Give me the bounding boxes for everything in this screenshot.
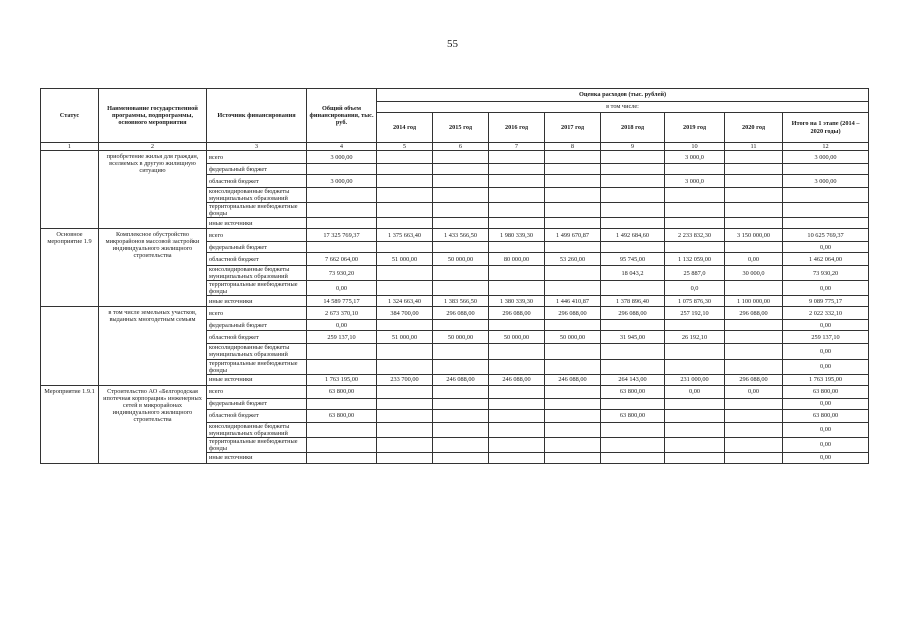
cell-year-value xyxy=(377,218,433,229)
table-row xyxy=(41,307,869,320)
cell-year-value: 384 700,00 xyxy=(377,307,433,320)
cell-source: территориальные внебюджетные фонды xyxy=(207,281,307,296)
cell-year-value xyxy=(433,437,489,452)
cell-stage-total xyxy=(783,164,869,175)
cell-source: консолидированные бюджеты муниципальных образований xyxy=(207,344,307,359)
header-status: Статус xyxy=(41,89,99,143)
cell-year-value: 50 000,00 xyxy=(433,253,489,266)
cell-year-value xyxy=(489,385,545,398)
cell-year-value xyxy=(545,359,601,374)
cell-total: 73 930,20 xyxy=(307,266,377,281)
cell-year-value xyxy=(433,281,489,296)
cell-year-value xyxy=(433,398,489,409)
cell-year-value xyxy=(489,266,545,281)
row-status xyxy=(41,151,99,229)
cell-year-value: 1 324 663,40 xyxy=(377,296,433,307)
header-year: 2017 год xyxy=(545,113,601,143)
cell-year-value xyxy=(377,422,433,437)
column-number: 9 xyxy=(601,143,665,151)
cell-stage-total: 63 800,00 xyxy=(783,385,869,398)
header-program-name: Наименование государственной программы, подпрограммы, основного мероприятия xyxy=(99,89,207,143)
cell-year-value xyxy=(545,385,601,398)
cell-year-value: 26 192,10 xyxy=(665,331,725,344)
cell-year-value: 1 446 410,87 xyxy=(545,296,601,307)
column-number: 7 xyxy=(489,143,545,151)
cell-year-value xyxy=(545,320,601,331)
cell-year-value xyxy=(725,359,783,374)
cell-source: областной бюджет xyxy=(207,331,307,344)
cell-year-value xyxy=(601,151,665,164)
table-header xyxy=(41,89,869,151)
cell-year-value xyxy=(601,218,665,229)
cell-total: 7 662 064,00 xyxy=(307,253,377,266)
cell-year-value xyxy=(433,422,489,437)
cell-year-value: 80 000,00 xyxy=(489,253,545,266)
cell-year-value xyxy=(725,242,783,253)
cell-year-value xyxy=(545,218,601,229)
header-year: 2019 год xyxy=(665,113,725,143)
cell-year-value xyxy=(489,398,545,409)
column-number: 1 xyxy=(41,143,99,151)
cell-year-value: 53 260,00 xyxy=(545,253,601,266)
table-row xyxy=(41,151,869,164)
cell-year-value xyxy=(377,359,433,374)
row-program-name: Комплексное обустройство микрорайонов массовой застройки индивидуального жилищного строительства xyxy=(99,229,207,307)
cell-year-value xyxy=(665,164,725,175)
cell-year-value: 1 492 684,60 xyxy=(601,229,665,242)
cell-stage-total: 1 763 195,00 xyxy=(783,374,869,385)
cell-source: территориальные внебюджетные фонды xyxy=(207,437,307,452)
column-number: 10 xyxy=(665,143,725,151)
cell-year-value: 246 088,00 xyxy=(489,374,545,385)
cell-year-value xyxy=(601,437,665,452)
cell-year-value xyxy=(725,203,783,218)
cell-year-value xyxy=(433,203,489,218)
cell-year-value: 296 088,00 xyxy=(545,307,601,320)
cell-year-value: 30 000,0 xyxy=(725,266,783,281)
cell-year-value xyxy=(433,188,489,203)
table-row xyxy=(41,385,869,398)
cell-year-value xyxy=(601,281,665,296)
cell-year-value: 50 000,00 xyxy=(489,331,545,344)
cell-year-value: 1 375 663,40 xyxy=(377,229,433,242)
cell-total: 17 325 769,37 xyxy=(307,229,377,242)
cell-year-value xyxy=(433,359,489,374)
cell-year-value: 51 000,00 xyxy=(377,331,433,344)
cell-year-value xyxy=(545,398,601,409)
cell-year-value xyxy=(601,422,665,437)
cell-source: всего xyxy=(207,307,307,320)
cell-source: консолидированные бюджеты муниципальных образований xyxy=(207,266,307,281)
cell-year-value xyxy=(601,175,665,188)
cell-source: территориальные внебюджетные фонды xyxy=(207,203,307,218)
cell-stage-total: 0,00 xyxy=(783,452,869,463)
cell-year-value: 1 499 670,87 xyxy=(545,229,601,242)
cell-year-value: 264 143,00 xyxy=(601,374,665,385)
cell-year-value: 95 745,00 xyxy=(601,253,665,266)
column-number: 8 xyxy=(545,143,601,151)
cell-total: 63 800,00 xyxy=(307,385,377,398)
cell-year-value xyxy=(489,203,545,218)
header-year: 2015 год xyxy=(433,113,489,143)
cell-total: 3 000,00 xyxy=(307,175,377,188)
row-program-name: приобретение жилья для граждан, вселяемых в другую жилищную ситуацию xyxy=(99,151,207,229)
cell-year-value xyxy=(433,320,489,331)
cell-year-value xyxy=(489,218,545,229)
cell-year-value: 18 043,2 xyxy=(601,266,665,281)
cell-year-value xyxy=(377,344,433,359)
cell-year-value xyxy=(725,188,783,203)
header-stage-total: Итого на 1 этапе (2014 – 2020 годы) xyxy=(783,113,869,143)
cell-year-value: 31 945,00 xyxy=(601,331,665,344)
cell-year-value: 1 380 339,30 xyxy=(489,296,545,307)
header-year: 2014 год xyxy=(377,113,433,143)
cell-year-value xyxy=(377,452,433,463)
cell-stage-total xyxy=(783,203,869,218)
cell-total xyxy=(307,242,377,253)
cell-year-value xyxy=(545,188,601,203)
cell-year-value xyxy=(433,175,489,188)
cell-source: федеральный бюджет xyxy=(207,164,307,175)
cell-year-value: 0,00 xyxy=(725,385,783,398)
cell-year-value xyxy=(725,320,783,331)
cell-year-value xyxy=(545,422,601,437)
cell-year-value xyxy=(377,151,433,164)
header-source: Источник финансирования xyxy=(207,89,307,143)
row-program-name: в том числе земельных участков, выданных многодетным семьям xyxy=(99,307,207,385)
cell-total xyxy=(307,203,377,218)
cell-year-value xyxy=(377,320,433,331)
cell-source: консолидированные бюджеты муниципальных образований xyxy=(207,188,307,203)
cell-stage-total: 63 800,00 xyxy=(783,409,869,422)
cell-total xyxy=(307,344,377,359)
header-year: 2018 год xyxy=(601,113,665,143)
cell-year-value: 50 000,00 xyxy=(433,331,489,344)
row-status: Мероприятие 1.9.1 xyxy=(41,385,99,463)
cell-source: федеральный бюджет xyxy=(207,242,307,253)
column-number: 4 xyxy=(307,143,377,151)
row-status: Основное мероприятие 1.9 xyxy=(41,229,99,307)
header-year: 2016 год xyxy=(489,113,545,143)
cell-year-value: 3 150 000,00 xyxy=(725,229,783,242)
cell-year-value: 233 700,00 xyxy=(377,374,433,385)
row-program-name: Строительство АО «Белгородская ипотечная корпорация» инженерных сетей в микрорайонах индивидуального жилищного строительства xyxy=(99,385,207,463)
cell-year-value xyxy=(545,242,601,253)
cell-year-value xyxy=(489,281,545,296)
cell-stage-total: 0,00 xyxy=(783,281,869,296)
cell-year-value xyxy=(377,437,433,452)
cell-year-value xyxy=(489,437,545,452)
cell-year-value: 1 132 059,00 xyxy=(665,253,725,266)
cell-total xyxy=(307,452,377,463)
cell-stage-total: 10 625 769,37 xyxy=(783,229,869,242)
cell-year-value xyxy=(601,164,665,175)
cell-year-value xyxy=(489,359,545,374)
cell-year-value: 0,00 xyxy=(725,253,783,266)
cell-year-value xyxy=(725,344,783,359)
cell-year-value xyxy=(433,344,489,359)
cell-year-value xyxy=(377,266,433,281)
cell-year-value: 296 088,00 xyxy=(725,374,783,385)
column-number: 12 xyxy=(783,143,869,151)
cell-year-value xyxy=(545,281,601,296)
cell-year-value: 25 887,0 xyxy=(665,266,725,281)
cell-year-value xyxy=(601,320,665,331)
cell-year-value xyxy=(725,164,783,175)
cell-year-value xyxy=(433,151,489,164)
cell-year-value xyxy=(545,452,601,463)
cell-year-value xyxy=(725,331,783,344)
cell-total xyxy=(307,218,377,229)
cell-year-value xyxy=(377,385,433,398)
cell-year-value xyxy=(725,281,783,296)
cell-year-value: 3 000,0 xyxy=(665,175,725,188)
cell-stage-total: 0,00 xyxy=(783,344,869,359)
cell-total xyxy=(307,398,377,409)
cell-year-value: 0,0 xyxy=(665,281,725,296)
cell-year-value: 50 000,00 xyxy=(545,331,601,344)
cell-total xyxy=(307,359,377,374)
cell-source: консолидированные бюджеты муниципальных образований xyxy=(207,422,307,437)
cell-stage-total: 3 000,00 xyxy=(783,151,869,164)
cell-year-value: 257 192,10 xyxy=(665,307,725,320)
cell-year-value xyxy=(377,203,433,218)
cell-year-value xyxy=(545,409,601,422)
cell-year-value xyxy=(489,242,545,253)
cell-year-value xyxy=(377,398,433,409)
column-number: 2 xyxy=(99,143,207,151)
cell-total: 1 763 195,00 xyxy=(307,374,377,385)
header-including: в том числе: xyxy=(377,102,869,113)
cell-total: 259 137,10 xyxy=(307,331,377,344)
cell-year-value: 296 088,00 xyxy=(725,307,783,320)
cell-stage-total: 0,00 xyxy=(783,320,869,331)
cell-year-value xyxy=(433,242,489,253)
cell-year-value xyxy=(377,175,433,188)
cell-year-value xyxy=(545,344,601,359)
cell-total xyxy=(307,437,377,452)
cell-year-value xyxy=(665,218,725,229)
cell-year-value: 63 800,00 xyxy=(601,409,665,422)
cell-year-value: 296 088,00 xyxy=(489,307,545,320)
cell-year-value xyxy=(725,151,783,164)
header-year: 2020 год xyxy=(725,113,783,143)
cell-year-value: 2 233 832,30 xyxy=(665,229,725,242)
cell-source: всего xyxy=(207,151,307,164)
cell-year-value xyxy=(601,344,665,359)
cell-year-value xyxy=(489,188,545,203)
cell-source: федеральный бюджет xyxy=(207,398,307,409)
cell-year-value xyxy=(601,188,665,203)
budget-table xyxy=(40,88,869,464)
cell-year-value xyxy=(433,266,489,281)
cell-year-value xyxy=(489,344,545,359)
cell-year-value: 1 433 566,50 xyxy=(433,229,489,242)
cell-total: 2 673 370,10 xyxy=(307,307,377,320)
cell-year-value xyxy=(725,422,783,437)
cell-source: иные источники xyxy=(207,296,307,307)
cell-year-value xyxy=(489,452,545,463)
cell-stage-total: 2 022 332,10 xyxy=(783,307,869,320)
cell-year-value: 246 088,00 xyxy=(545,374,601,385)
cell-stage-total: 9 089 775,17 xyxy=(783,296,869,307)
cell-year-value xyxy=(433,164,489,175)
cell-stage-total xyxy=(783,188,869,203)
cell-stage-total: 0,00 xyxy=(783,437,869,452)
table-row xyxy=(41,229,869,242)
column-number: 6 xyxy=(433,143,489,151)
header-total: Общий объем финансирования, тыс. руб. xyxy=(307,89,377,143)
cell-year-value xyxy=(665,398,725,409)
cell-year-value: 1 383 566,50 xyxy=(433,296,489,307)
cell-year-value xyxy=(489,164,545,175)
cell-year-value xyxy=(665,409,725,422)
cell-year-value xyxy=(725,409,783,422)
cell-year-value xyxy=(489,422,545,437)
cell-stage-total: 1 462 064,00 xyxy=(783,253,869,266)
cell-year-value: 1 100 000,00 xyxy=(725,296,783,307)
cell-year-value xyxy=(665,422,725,437)
cell-year-value: 51 000,00 xyxy=(377,253,433,266)
cell-total: 14 589 775,17 xyxy=(307,296,377,307)
cell-source: областной бюджет xyxy=(207,253,307,266)
cell-year-value xyxy=(377,281,433,296)
cell-year-value: 1 378 896,40 xyxy=(601,296,665,307)
cell-year-value xyxy=(545,203,601,218)
cell-year-value xyxy=(665,344,725,359)
cell-year-value xyxy=(433,218,489,229)
cell-year-value: 63 800,00 xyxy=(601,385,665,398)
cell-year-value xyxy=(665,437,725,452)
cell-stage-total: 259 137,10 xyxy=(783,331,869,344)
cell-year-value xyxy=(545,266,601,281)
cell-year-value xyxy=(545,151,601,164)
cell-stage-total: 0,00 xyxy=(783,398,869,409)
cell-year-value xyxy=(433,452,489,463)
cell-year-value xyxy=(725,398,783,409)
cell-total xyxy=(307,188,377,203)
cell-source: иные источники xyxy=(207,218,307,229)
cell-year-value xyxy=(665,359,725,374)
cell-year-value: 296 088,00 xyxy=(433,307,489,320)
cell-source: иные источники xyxy=(207,452,307,463)
cell-year-value xyxy=(545,437,601,452)
cell-total: 0,00 xyxy=(307,281,377,296)
cell-stage-total: 0,00 xyxy=(783,242,869,253)
cell-year-value xyxy=(489,151,545,164)
cell-year-value xyxy=(601,398,665,409)
cell-total: 3 000,00 xyxy=(307,151,377,164)
row-status xyxy=(41,307,99,385)
cell-source: всего xyxy=(207,229,307,242)
cell-stage-total: 0,00 xyxy=(783,422,869,437)
table-body xyxy=(41,151,869,464)
cell-year-value xyxy=(489,175,545,188)
cell-source: федеральный бюджет xyxy=(207,320,307,331)
cell-source: областной бюджет xyxy=(207,409,307,422)
cell-total: 63 800,00 xyxy=(307,409,377,422)
cell-year-value: 231 000,00 xyxy=(665,374,725,385)
header-expense-estimate: Оценка расходов (тыс. рублей) xyxy=(377,89,869,102)
cell-year-value xyxy=(601,203,665,218)
cell-year-value xyxy=(725,452,783,463)
cell-stage-total: 3 000,00 xyxy=(783,175,869,188)
cell-total: 0,00 xyxy=(307,320,377,331)
cell-year-value xyxy=(601,359,665,374)
cell-year-value: 3 000,0 xyxy=(665,151,725,164)
cell-year-value xyxy=(725,175,783,188)
cell-total xyxy=(307,422,377,437)
cell-year-value xyxy=(433,385,489,398)
cell-year-value xyxy=(377,409,433,422)
column-number: 3 xyxy=(207,143,307,151)
cell-year-value xyxy=(601,452,665,463)
page-number: 55 xyxy=(447,38,458,50)
cell-year-value xyxy=(545,164,601,175)
cell-year-value xyxy=(665,320,725,331)
cell-source: всего xyxy=(207,385,307,398)
cell-stage-total: 0,00 xyxy=(783,359,869,374)
cell-source: иные источники xyxy=(207,374,307,385)
cell-total xyxy=(307,164,377,175)
cell-year-value xyxy=(665,203,725,218)
cell-year-value xyxy=(725,437,783,452)
cell-year-value xyxy=(545,175,601,188)
cell-year-value xyxy=(665,242,725,253)
cell-year-value: 296 088,00 xyxy=(601,307,665,320)
cell-year-value xyxy=(489,409,545,422)
cell-year-value xyxy=(377,242,433,253)
column-number: 5 xyxy=(377,143,433,151)
cell-year-value xyxy=(433,409,489,422)
cell-year-value xyxy=(489,320,545,331)
cell-year-value xyxy=(377,164,433,175)
cell-stage-total xyxy=(783,218,869,229)
cell-year-value: 1 980 339,30 xyxy=(489,229,545,242)
cell-source: областной бюджет xyxy=(207,175,307,188)
cell-year-value xyxy=(665,188,725,203)
cell-year-value xyxy=(601,242,665,253)
column-number: 11 xyxy=(725,143,783,151)
cell-stage-total: 73 930,20 xyxy=(783,266,869,281)
cell-year-value: 246 088,00 xyxy=(433,374,489,385)
cell-year-value xyxy=(725,218,783,229)
cell-year-value: 0,00 xyxy=(665,385,725,398)
cell-year-value xyxy=(377,188,433,203)
cell-year-value xyxy=(665,452,725,463)
cell-source: территориальные внебюджетные фонды xyxy=(207,359,307,374)
cell-year-value: 1 075 876,30 xyxy=(665,296,725,307)
